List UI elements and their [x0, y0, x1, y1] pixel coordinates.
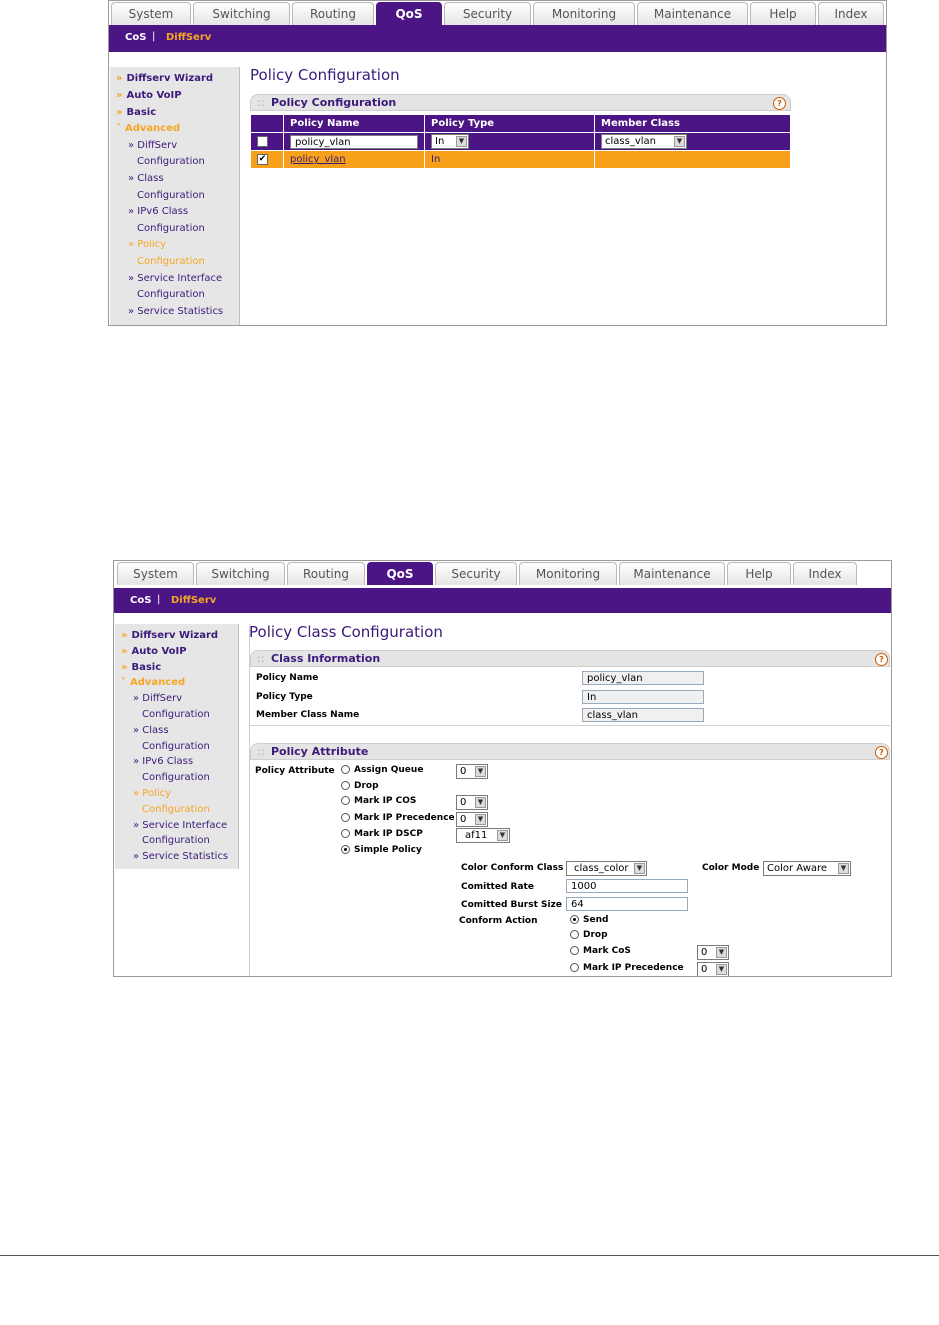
simple-policy-option[interactable]: Simple Policy [341, 845, 422, 855]
conform-mark-cos-option[interactable]: Mark CoS [570, 946, 631, 956]
select-all-checkbox[interactable] [257, 136, 268, 147]
sidebar-item-advanced[interactable]: ˅ Advanced [116, 123, 181, 134]
committed-burst-size-label: Comitted Burst Size [461, 900, 562, 910]
sidebar-item-ipv6-class-configuration[interactable]: Configuration [137, 223, 205, 234]
sidebar-item-diffserv-wizard[interactable]: » Diffserv Wizard [116, 73, 214, 84]
tab-system[interactable]: System [117, 562, 194, 585]
sidebar-item-policy-configuration[interactable]: Configuration [137, 256, 205, 267]
screenshot-policy-configuration [108, 0, 887, 326]
subnav-separator: | [157, 594, 161, 605]
sub-navigation [114, 588, 891, 613]
sidebar-item-policy[interactable]: » Policy [128, 239, 167, 250]
subnav-cos[interactable]: CoS [125, 32, 147, 43]
tab-monitoring[interactable]: Monitoring [519, 562, 617, 585]
dropdown-arrow-icon: ▼ [674, 136, 685, 147]
subnav-diffserv[interactable]: DiffServ [166, 32, 212, 43]
policy-attribute-label: Policy Attribute [255, 766, 335, 776]
drag-handle-icon: :: [257, 652, 265, 665]
section-header-class-information: :: Class Information ? [250, 650, 890, 667]
sidebar-item-class-configuration[interactable]: Configuration [142, 741, 210, 752]
table-header-row [251, 115, 791, 133]
color-conform-class-select[interactable]: class_color ▼ [566, 861, 647, 876]
conform-mark-ip-precedence-select[interactable]: 0 ▼ [697, 962, 729, 977]
sidebar-item-class[interactable]: » Class [128, 173, 164, 184]
mark-ip-precedence-option[interactable]: Mark IP Precedence [341, 813, 455, 823]
drag-handle-icon: :: [257, 96, 265, 109]
conform-drop-radio[interactable] [570, 930, 579, 939]
tab-switching[interactable]: Switching [196, 562, 285, 585]
conform-send-radio[interactable] [570, 915, 579, 924]
conform-drop-option[interactable]: Drop [570, 930, 608, 940]
tab-help[interactable]: Help [750, 2, 816, 25]
assign-queue-option[interactable]: Assign Queue [341, 765, 423, 775]
conform-send-option[interactable]: Send [570, 915, 608, 925]
tab-index[interactable]: Index [793, 562, 857, 585]
sidebar-item-service-interface[interactable]: » Service Interface [133, 820, 228, 831]
top-tab-bar [114, 561, 891, 585]
policy-name-link[interactable]: policy_vlan [290, 154, 346, 165]
sidebar-item-basic[interactable]: » Basic [121, 662, 162, 673]
tab-routing[interactable]: Routing [287, 562, 365, 585]
sidebar-item-diffserv[interactable]: » DiffServ [128, 140, 178, 151]
committed-rate-input[interactable]: 1000 [566, 879, 688, 893]
dropdown-arrow-icon: ▼ [716, 947, 727, 958]
conform-mark-ip-precedence-radio[interactable] [570, 963, 579, 972]
sidebar-item-service-interface-configuration[interactable]: Configuration [137, 289, 205, 300]
row-checkbox[interactable]: ✔ [258, 153, 267, 164]
committed-burst-size-input[interactable]: 64 [566, 897, 688, 911]
mark-ip-precedence-select[interactable]: 0 ▼ [456, 812, 488, 827]
mark-ip-cos-radio[interactable] [341, 796, 350, 805]
assign-queue-select[interactable]: 0 ▼ [456, 764, 488, 779]
top-tab-bar [109, 1, 886, 25]
committed-rate-label: Comitted Rate [461, 882, 534, 892]
policy-name-input[interactable]: policy_vlan [290, 135, 418, 149]
drop-radio[interactable] [341, 781, 350, 790]
sidebar-item-ipv6-class-configuration[interactable]: Configuration [142, 772, 210, 783]
dropdown-arrow-icon: ▼ [838, 863, 849, 874]
member-class-select[interactable]: class_vlan ▼ [601, 134, 687, 149]
column-header-member-class: Member Class [595, 115, 791, 133]
page-title: Policy Class Configuration [249, 623, 443, 641]
conform-action-label: Conform Action [459, 916, 538, 926]
subnav-diffserv[interactable]: DiffServ [171, 595, 217, 606]
dropdown-arrow-icon: ▼ [716, 964, 727, 975]
sidebar [115, 624, 239, 869]
dropdown-arrow-icon: ▼ [475, 797, 486, 808]
tab-monitoring[interactable]: Monitoring [533, 2, 635, 25]
tab-index[interactable]: Index [818, 2, 884, 25]
policy-name-field: policy_vlan [582, 671, 704, 685]
dropdown-arrow-icon: ▼ [497, 830, 508, 841]
mark-ip-dscp-select[interactable]: af11 ▼ [456, 828, 510, 843]
sidebar-item-diffserv-configuration[interactable]: Configuration [142, 709, 210, 720]
tab-maintenance[interactable]: Maintenance [637, 2, 748, 25]
help-icon[interactable]: ? [875, 746, 888, 759]
tab-switching[interactable]: Switching [193, 2, 290, 25]
tab-routing[interactable]: Routing [292, 2, 374, 25]
subnav-separator: | [152, 31, 156, 42]
sidebar-item-basic[interactable]: » Basic [116, 107, 157, 118]
help-icon[interactable]: ? [875, 653, 888, 666]
mark-ip-cos-option[interactable]: Mark IP COS [341, 796, 416, 806]
drag-handle-icon: :: [257, 745, 265, 758]
policy-type-label: Policy Type [256, 692, 313, 702]
color-mode-select[interactable]: Color Aware ▼ [763, 861, 851, 876]
sidebar-item-diffserv-wizard[interactable]: » Diffserv Wizard [121, 630, 219, 641]
section-header-policy-attribute: :: Policy Attribute ? [250, 743, 890, 760]
tab-qos[interactable]: QoS [376, 2, 442, 25]
dropdown-arrow-icon: ▼ [634, 863, 645, 874]
page-footer-rule [0, 1255, 939, 1256]
member-class-name-field: class_vlan [582, 708, 704, 722]
sidebar-item-class-configuration[interactable]: Configuration [137, 190, 205, 201]
tab-help[interactable]: Help [727, 562, 791, 585]
policy-type-field: In [582, 690, 704, 704]
mark-ip-precedence-radio[interactable] [341, 813, 350, 822]
mark-ip-dscp-radio[interactable] [341, 829, 350, 838]
section-header-policy-configuration: :: Policy Configuration ? [250, 94, 791, 111]
color-conform-class-label: Color Conform Class [461, 863, 564, 873]
dropdown-arrow-icon: ▼ [475, 814, 486, 825]
sidebar-item-advanced[interactable]: ˅ Advanced [121, 677, 186, 688]
page-title: Policy Configuration [250, 66, 400, 84]
mark-ip-dscp-option[interactable]: Mark IP DSCP [341, 829, 423, 839]
sidebar-item-class[interactable]: » Class [133, 725, 169, 736]
color-mode-label: Color Mode [702, 863, 760, 873]
sidebar-item-policy-configuration[interactable]: Configuration [142, 804, 210, 815]
policy-name-label: Policy Name [256, 673, 319, 683]
drop-option[interactable]: Drop [341, 781, 379, 791]
conform-mark-cos-select[interactable]: 0 ▼ [697, 945, 729, 960]
table-row [251, 151, 791, 169]
sidebar-item-ipv6-class[interactable]: » IPv6 Class [133, 756, 194, 767]
sidebar-item-service-statistics[interactable]: » Service Statistics [128, 306, 224, 317]
dropdown-arrow-icon: ▼ [456, 136, 467, 147]
subnav-cos[interactable]: CoS [130, 595, 152, 606]
column-header-policy-type: Policy Type [425, 115, 595, 133]
tab-security[interactable]: Security [444, 2, 531, 25]
member-class-name-label: Member Class Name [256, 710, 360, 720]
tab-security[interactable]: Security [435, 562, 517, 585]
sidebar-divider [249, 624, 250, 976]
conform-mark-cos-radio[interactable] [570, 946, 579, 955]
simple-policy-radio[interactable] [341, 845, 350, 854]
sidebar-item-service-statistics[interactable]: » Service Statistics [133, 851, 229, 862]
mark-ip-cos-select[interactable]: 0 ▼ [456, 795, 488, 810]
sidebar-item-auto-voip[interactable]: » Auto VoIP [121, 646, 187, 657]
sidebar-item-auto-voip[interactable]: » Auto VoIP [116, 90, 182, 101]
screenshot-policy-class-configuration [113, 560, 892, 977]
policy-table [250, 114, 791, 169]
tab-system[interactable]: System [111, 2, 191, 25]
conform-mark-ip-precedence-option[interactable]: Mark IP Precedence [570, 963, 684, 973]
sidebar [110, 67, 240, 325]
dropdown-arrow-icon: ▼ [475, 766, 486, 777]
sidebar-item-diffserv-configuration[interactable]: Configuration [137, 156, 205, 167]
policy-type-value: In [431, 154, 441, 165]
tab-maintenance[interactable]: Maintenance [619, 562, 725, 585]
tab-qos[interactable]: QoS [367, 562, 433, 585]
help-icon[interactable]: ? [773, 97, 786, 110]
sidebar-item-service-interface[interactable]: » Service Interface [128, 273, 223, 284]
table-input-row [251, 133, 791, 151]
sidebar-item-service-interface-configuration[interactable]: Configuration [142, 835, 210, 846]
policy-type-select[interactable]: In ▼ [431, 134, 469, 149]
sidebar-item-policy[interactable]: » Policy [133, 788, 172, 799]
sub-navigation [109, 25, 886, 52]
sidebar-item-diffserv[interactable]: » DiffServ [133, 693, 183, 704]
column-header-policy-name: Policy Name [284, 115, 425, 133]
select-column-header [251, 115, 284, 133]
section-divider [250, 725, 890, 726]
sidebar-item-ipv6-class[interactable]: » IPv6 Class [128, 206, 189, 217]
assign-queue-radio[interactable] [341, 765, 350, 774]
